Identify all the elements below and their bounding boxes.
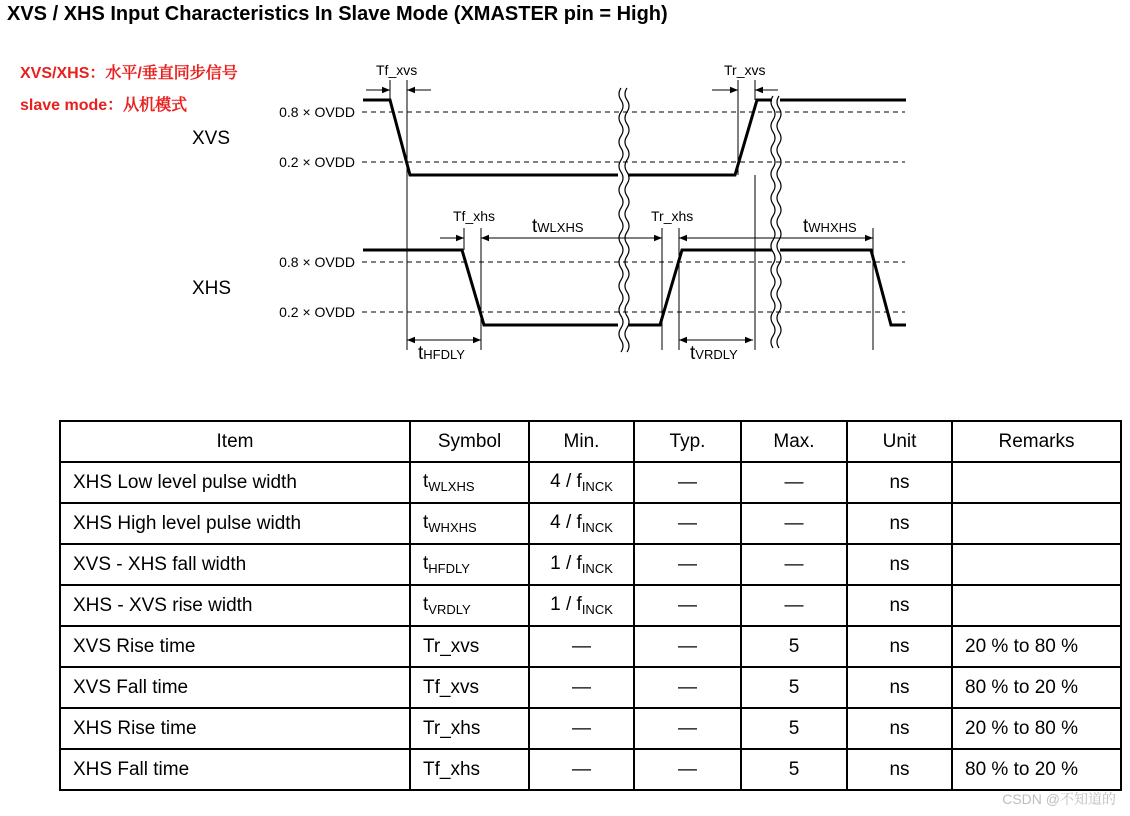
thfdly-label-sub: HFDLY [423, 347, 465, 362]
symbol-main: t [423, 594, 429, 615]
tf-xhs-label: Tf_xhs [453, 208, 496, 224]
header-item: Item [60, 421, 410, 462]
cell-item: XVS Rise time [60, 626, 410, 667]
table-row [60, 462, 1121, 503]
twlxhs-label-sub: WLXHS [537, 220, 584, 235]
page-title: XVS / XHS Input Characteristics In Slave Mode (XMASTER pin = High) [7, 3, 668, 25]
table-row [60, 749, 1121, 790]
xvs-low-level-label: 0.2 × OVDD [279, 154, 355, 170]
table-row [60, 708, 1121, 749]
break-mark-1a [619, 88, 623, 352]
cell-max: — [741, 462, 847, 503]
xhs-waveform-right [780, 250, 906, 325]
min-sub: INCK [581, 479, 613, 494]
min-main: 4 / f [550, 471, 582, 492]
cell-typ: — [634, 667, 741, 708]
cell-unit: ns [847, 544, 952, 585]
twlxhs-label-t: t [532, 216, 538, 237]
cell-min [529, 585, 634, 626]
tr-xvs-label: Tr_xvs [724, 62, 766, 78]
cell-max: — [741, 503, 847, 544]
table-header-row [60, 421, 1121, 462]
table-row [60, 503, 1121, 544]
cell-unit: ns [847, 749, 952, 790]
xvs-waveform-mid [628, 100, 772, 175]
cell-typ: — [634, 462, 741, 503]
cell-remarks: 20 % to 80 % [952, 708, 1121, 749]
cell-unit: ns [847, 708, 952, 749]
cell-min: — [529, 749, 634, 790]
symbol-main: t [423, 553, 429, 574]
cell-typ: — [634, 503, 741, 544]
cell-symbol [410, 503, 529, 544]
cell-typ: — [634, 585, 741, 626]
symbol-sub: WHXHS [428, 520, 477, 535]
break-mark-2a [771, 96, 775, 348]
cell-unit: ns [847, 462, 952, 503]
cell-item: XHS Low level pulse width [60, 462, 410, 503]
xhs-waveform-mid [628, 250, 772, 325]
cell-symbol [410, 585, 529, 626]
twhxhs-label-t: t [803, 216, 809, 237]
header-min: Min. [529, 421, 634, 462]
min-sub: INCK [581, 520, 613, 535]
cell-max: 5 [741, 708, 847, 749]
cell-typ: — [634, 749, 741, 790]
cell-item: XVS Fall time [60, 667, 410, 708]
tr-xhs-label: Tr_xhs [651, 208, 694, 224]
cell-min: — [529, 708, 634, 749]
break-mark-2b [777, 96, 781, 348]
tvrdly-label [690, 343, 738, 364]
table-row [60, 585, 1121, 626]
cell-remarks [952, 544, 1121, 585]
cell-min: — [529, 667, 634, 708]
cell-max: 5 [741, 749, 847, 790]
min-sub: INCK [581, 602, 613, 617]
note-sync-signal: XVS/XHS：水平/垂直同步信号 [20, 65, 238, 82]
twhxhs-label-sub: WHXHS [808, 220, 857, 235]
min-main: 1 / f [550, 594, 582, 615]
cell-remarks [952, 585, 1121, 626]
tvrdly-label-sub: VRDLY [695, 347, 738, 362]
cell-remarks [952, 462, 1121, 503]
cell-max: 5 [741, 667, 847, 708]
cell-item: XHS - XVS rise width [60, 585, 410, 626]
cell-min [529, 503, 634, 544]
twlxhs-label [532, 216, 584, 237]
symbol-sub: VRDLY [428, 602, 471, 617]
characteristics-table [59, 420, 1122, 791]
header-typ: Typ. [634, 421, 741, 462]
cell-symbol: Tr_xvs [410, 626, 529, 667]
xvs-high-level-label: 0.8 × OVDD [279, 104, 355, 120]
cell-typ: — [634, 708, 741, 749]
symbol-sub: WLXHS [428, 479, 475, 494]
cell-max: — [741, 585, 847, 626]
header-max: Max. [741, 421, 847, 462]
thfdly-label-t: t [418, 343, 424, 364]
cell-min [529, 544, 634, 585]
cell-item: XHS High level pulse width [60, 503, 410, 544]
waveforms [363, 100, 906, 325]
cell-typ: — [634, 544, 741, 585]
tf-xvs-label: Tf_xvs [376, 62, 418, 78]
twhxhs-label [803, 216, 857, 237]
cell-remarks: 20 % to 80 % [952, 626, 1121, 667]
cell-unit: ns [847, 585, 952, 626]
min-main: 4 / f [550, 512, 582, 533]
xhs-signal-label: XHS [192, 278, 232, 299]
cell-unit: ns [847, 626, 952, 667]
xvs-signal-label: XVS [192, 128, 231, 149]
cell-symbol: Tf_xhs [410, 749, 529, 790]
min-sub: INCK [581, 561, 613, 576]
xvs-waveform-left [363, 100, 618, 175]
header-remarks: Remarks [952, 421, 1121, 462]
table-row [60, 544, 1121, 585]
symbol-sub: HFDLY [428, 561, 470, 576]
cell-unit: ns [847, 503, 952, 544]
watermark: CSDN @不知道的 [1002, 791, 1116, 807]
cell-max: 5 [741, 626, 847, 667]
cell-unit: ns [847, 667, 952, 708]
timing-diagram [0, 0, 1130, 400]
symbol-main: t [423, 512, 429, 533]
cell-item: XHS Rise time [60, 708, 410, 749]
header-symbol: Symbol [410, 421, 529, 462]
cell-symbol: Tr_xhs [410, 708, 529, 749]
cell-symbol: Tf_xvs [410, 667, 529, 708]
cell-symbol [410, 462, 529, 503]
xhs-waveform-left [363, 250, 618, 325]
cell-item: XVS - XHS fall width [60, 544, 410, 585]
cell-item: XHS Fall time [60, 749, 410, 790]
cell-min [529, 462, 634, 503]
symbol-main: t [423, 471, 429, 492]
table-row [60, 667, 1121, 708]
cell-max: — [741, 544, 847, 585]
cell-remarks: 80 % to 20 % [952, 749, 1121, 790]
cell-symbol [410, 544, 529, 585]
xhs-high-level-label: 0.8 × OVDD [279, 254, 355, 270]
header-unit: Unit [847, 421, 952, 462]
cell-remarks [952, 503, 1121, 544]
xhs-low-level-label: 0.2 × OVDD [279, 304, 355, 320]
note-slave-mode: slave mode：从机模式 [20, 97, 188, 114]
cell-typ: — [634, 626, 741, 667]
tvrdly-label-t: t [690, 343, 696, 364]
cell-min: — [529, 626, 634, 667]
min-main: 1 / f [550, 553, 582, 574]
table-row [60, 626, 1121, 667]
thfdly-label [418, 343, 465, 364]
cell-remarks: 80 % to 20 % [952, 667, 1121, 708]
threshold-lines [362, 112, 905, 312]
